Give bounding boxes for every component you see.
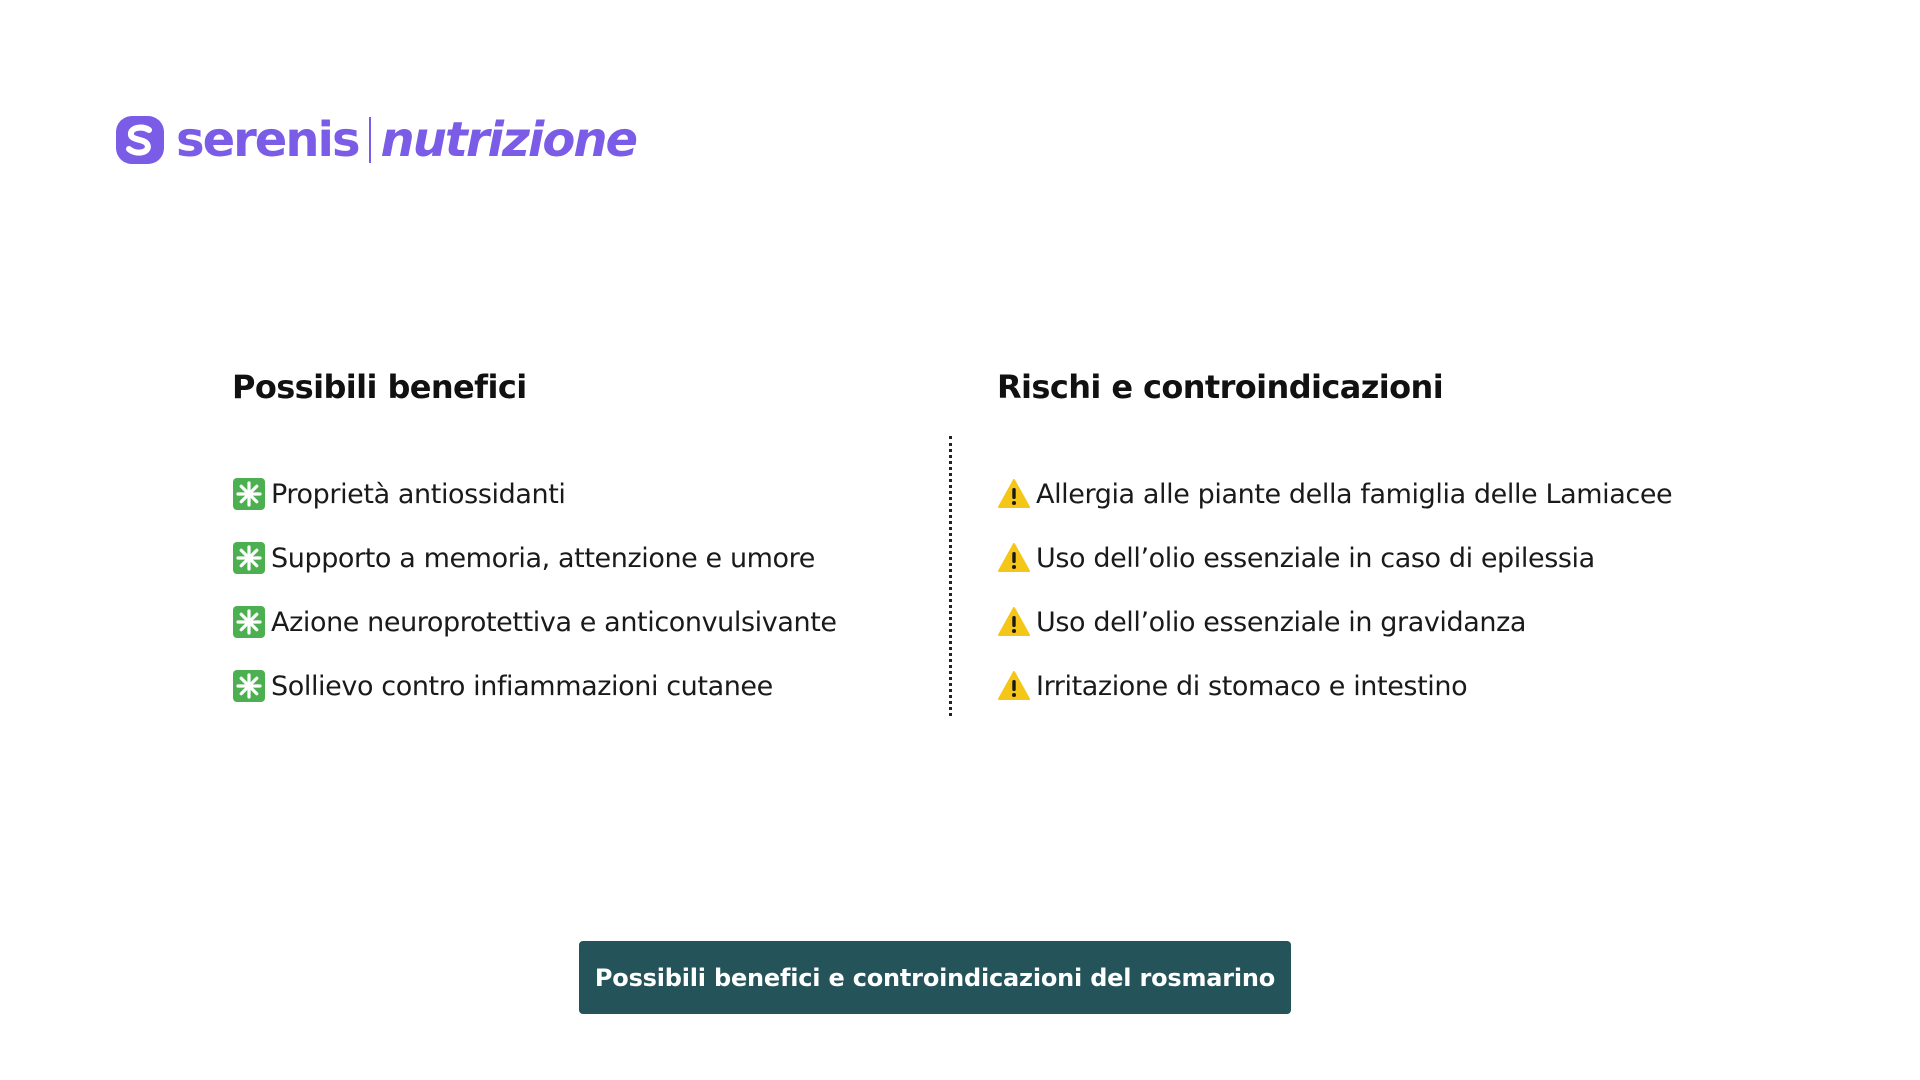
sparkle-icon [232,541,266,575]
list-item [997,526,1817,590]
risks-list [997,462,1817,718]
logo-brand: serenis [176,112,359,168]
list-item [997,462,1817,526]
risk-text: Uso dell’olio essenziale in caso di epilessia [1036,542,1595,574]
logo-product: nutrizione [380,112,637,168]
warning-icon [997,669,1031,703]
benefit-text: Sollievo contro infiammazioni cutanee [271,670,773,702]
list-item [232,654,932,718]
benefit-text: Azione neuroprotettiva e anticonvulsivante [271,606,837,638]
benefits-column [232,364,932,718]
list-item [232,590,932,654]
list-item [232,462,932,526]
list-item [232,526,932,590]
risks-column [997,364,1817,718]
warning-icon [997,541,1031,575]
risk-text: Allergia alle piante della famiglia delle Lamiacee [1036,478,1673,510]
logo [116,112,636,168]
benefit-text: Supporto a memoria, attenzione e umore [271,542,815,574]
warning-icon [997,605,1031,639]
sparkle-icon [232,605,266,639]
risks-title: Rischi e controindicazioni [997,368,1444,406]
benefits-title: Possibili benefici [232,368,527,406]
warning-icon [997,477,1031,511]
serenis-s-icon [116,116,164,164]
list-item [997,590,1817,654]
benefit-text: Proprietà antiossidanti [271,478,566,510]
sparkle-icon [232,477,266,511]
risk-text: Uso dell’olio essenziale in gravidanza [1036,606,1527,638]
logo-separator [369,117,371,163]
benefits-list [232,462,932,718]
sparkle-icon [232,669,266,703]
list-item [997,654,1817,718]
caption-banner: Possibili benefici e controindicazioni del rosmarino [579,941,1291,1014]
risk-text: Irritazione di stomaco e intestino [1036,670,1468,702]
column-divider [949,436,952,716]
